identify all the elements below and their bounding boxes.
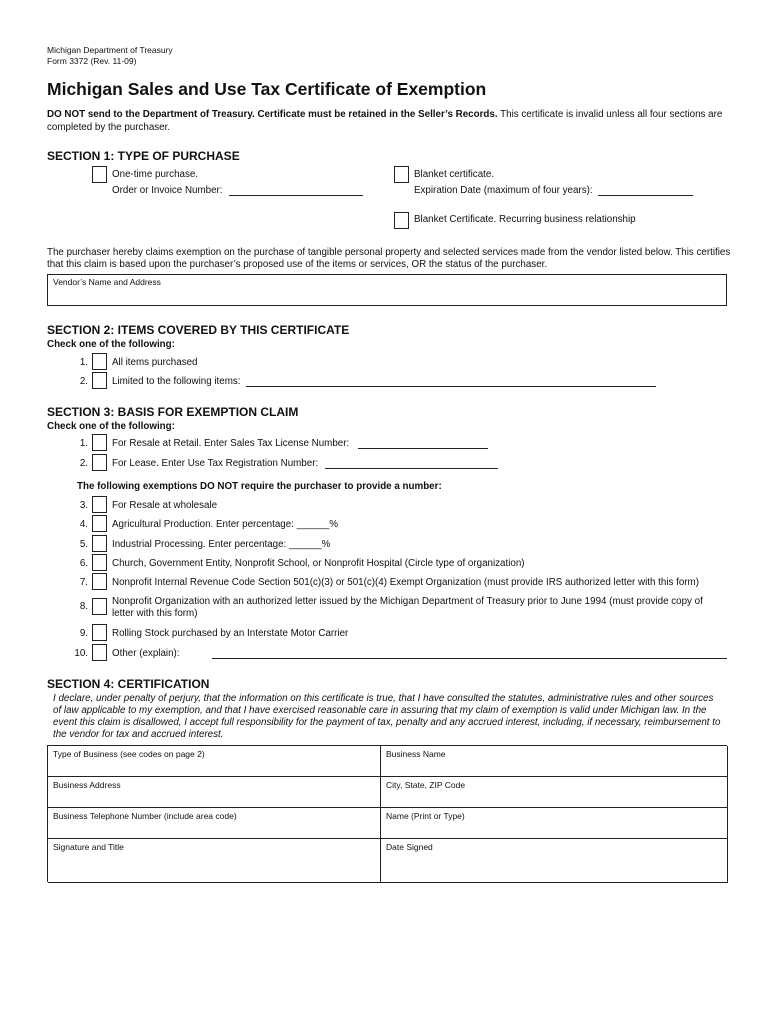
claim-text: The purchaser hereby claims exemption on the purchase of tangible personal property and selected services made from the vendor listed below. This certifies that this claim is based upon the purchaser’s proposed use of the items or services, OR the status of the purchaser.: [47, 247, 731, 270]
limited-items-checkbox[interactable]: [92, 372, 107, 389]
section2-check-one: Check one of the following:: [47, 339, 175, 350]
vendor-name-address-field[interactable]: [47, 274, 727, 306]
signature-title-field[interactable]: [48, 839, 381, 883]
type-of-business-label: Type of Business (see codes on page 2): [53, 749, 205, 759]
item-number: 5.: [79, 539, 88, 550]
blanket-recurring-label: Blanket Certificate. Recurring business relationship: [414, 214, 636, 225]
notice-rest: This certificate is invalid unless all four sections are completed by the purchaser.: [47, 109, 723, 133]
item-number: 4.: [79, 519, 88, 530]
nonprofit-treasury-letter-label: Nonprofit Organization with an authorized letter issued by the Michigan Department of Treasury prior to June 1994 (must provide copy of letter with this form): [112, 596, 703, 619]
resale-retail-label: For Resale at Retail. Enter Sales Tax License Number:: [112, 438, 350, 449]
expiration-date-field[interactable]: [598, 195, 693, 196]
item-number: 2.: [79, 376, 88, 387]
item-number: 8.: [79, 601, 88, 612]
no-number-note: The following exemptions DO NOT require the purchaser to provide a number:: [77, 481, 442, 492]
rolling-stock-checkbox[interactable]: [92, 624, 107, 641]
blanket-recurring-checkbox[interactable]: [394, 212, 409, 229]
date-signed-label: Date Signed: [386, 842, 433, 852]
section3-check-one: Check one of the following:: [47, 421, 175, 432]
all-items-checkbox[interactable]: [92, 353, 107, 370]
other-checkbox[interactable]: [92, 644, 107, 661]
one-time-label: One-time purchase.: [112, 169, 199, 180]
blanket-label: Blanket certificate.: [414, 169, 495, 180]
section2-heading: SECTION 2: ITEMS COVERED BY THIS CERTIFICATE: [47, 323, 350, 337]
type-of-business-field[interactable]: [48, 746, 381, 777]
vendor-label: Vendor’s Name and Address: [53, 277, 161, 287]
industrial-checkbox[interactable]: [92, 535, 107, 552]
name-print-field[interactable]: [381, 808, 728, 839]
church-government-label: Church, Government Entity, Nonprofit School, or Nonprofit Hospital (Circle type of organization): [112, 558, 525, 569]
limited-items-label: Limited to the following items:: [112, 376, 241, 387]
all-items-label: All items purchased: [112, 357, 198, 368]
city-state-zip-label: City, State, ZIP Code: [386, 780, 466, 790]
resale-wholesale-checkbox[interactable]: [92, 496, 107, 513]
order-number-label: Order or Invoice Number:: [112, 185, 223, 196]
item-number: 6.: [79, 558, 88, 569]
item-number: 1.: [79, 357, 88, 368]
lease-checkbox[interactable]: [92, 454, 107, 471]
nonprofit-501c-label: Nonprofit Internal Revenue Code Section 501(c)(3) or 501(c)(4) Exempt Organization (must provide IRS authorized letter with this form): [112, 577, 699, 588]
resale-retail-checkbox[interactable]: [92, 434, 107, 451]
form-title: Michigan Sales and Use Tax Certificate of Exemption: [47, 79, 487, 99]
item-number: 1.: [79, 438, 88, 449]
blanket-checkbox[interactable]: [394, 166, 409, 183]
agricultural-label: Agricultural Production. Enter percentage: ______%: [112, 519, 339, 530]
department-name: Michigan Department of Treasury: [47, 45, 173, 55]
certification-table: [47, 745, 727, 882]
name-print-label: Name (Print or Type): [386, 811, 465, 821]
other-label: Other (explain):: [112, 648, 180, 659]
church-government-checkbox[interactable]: [92, 554, 107, 571]
other-explain-field[interactable]: [212, 658, 727, 659]
section1-heading: SECTION 1: TYPE OF PURCHASE: [47, 149, 240, 163]
expiration-label: Expiration Date (maximum of four years):: [414, 185, 593, 196]
item-number: 3.: [79, 500, 88, 511]
business-telephone-label: Business Telephone Number (include area code): [53, 811, 237, 821]
agricultural-checkbox[interactable]: [92, 515, 107, 532]
resale-wholesale-label: For Resale at wholesale: [112, 500, 218, 511]
notice: [47, 108, 737, 134]
business-address-label: Business Address: [53, 780, 121, 790]
section4-heading: SECTION 4: CERTIFICATION: [47, 677, 210, 691]
order-number-field[interactable]: [229, 195, 363, 196]
rolling-stock-label: Rolling Stock purchased by an Interstate Motor Carrier: [112, 628, 349, 639]
date-signed-field[interactable]: [381, 839, 728, 883]
use-tax-registration-field[interactable]: [325, 468, 498, 469]
nonprofit-treasury-letter-checkbox[interactable]: [92, 598, 107, 615]
city-state-zip-field[interactable]: [381, 777, 728, 808]
nonprofit-501c-checkbox[interactable]: [92, 573, 107, 590]
item-number: 10.: [74, 648, 88, 659]
notice-bold: DO NOT send to the Department of Treasury. Certificate must be retained in the Seller’s Records.: [47, 109, 498, 120]
business-name-field[interactable]: [381, 746, 728, 777]
lease-label: For Lease. Enter Use Tax Registration Number:: [112, 458, 319, 469]
business-address-field[interactable]: [48, 777, 381, 808]
one-time-checkbox[interactable]: [92, 166, 107, 183]
form-number: Form 3372 (Rev. 11-09): [47, 56, 137, 66]
business-telephone-field[interactable]: [48, 808, 381, 839]
limited-items-field[interactable]: [246, 386, 656, 387]
business-name-label: Business Name: [386, 749, 446, 759]
sales-tax-license-field[interactable]: [358, 448, 488, 449]
item-number: 7.: [79, 577, 88, 588]
certification-declaration: I declare, under penalty of perjury, that the information on this certificate is true, that I have consulted the statutes, administrative rules and other sources of law applicable to my exemption, and that I have exercised reasonable care in assuring that my claim of exemption is valid under Michigan law. In the event this claim is disallowed, I accept full responsibility for the payment of tax, penalty and any accrued interest, including, if necessary, reimbursement to the vendor for tax and accrued interest.: [53, 693, 721, 740]
signature-title-label: Signature and Title: [53, 842, 124, 852]
industrial-label: Industrial Processing. Enter percentage: ______%: [112, 539, 331, 550]
item-number: 9.: [79, 628, 88, 639]
item-number: 2.: [79, 458, 88, 469]
section3-heading: SECTION 3: BASIS FOR EXEMPTION CLAIM: [47, 405, 299, 419]
